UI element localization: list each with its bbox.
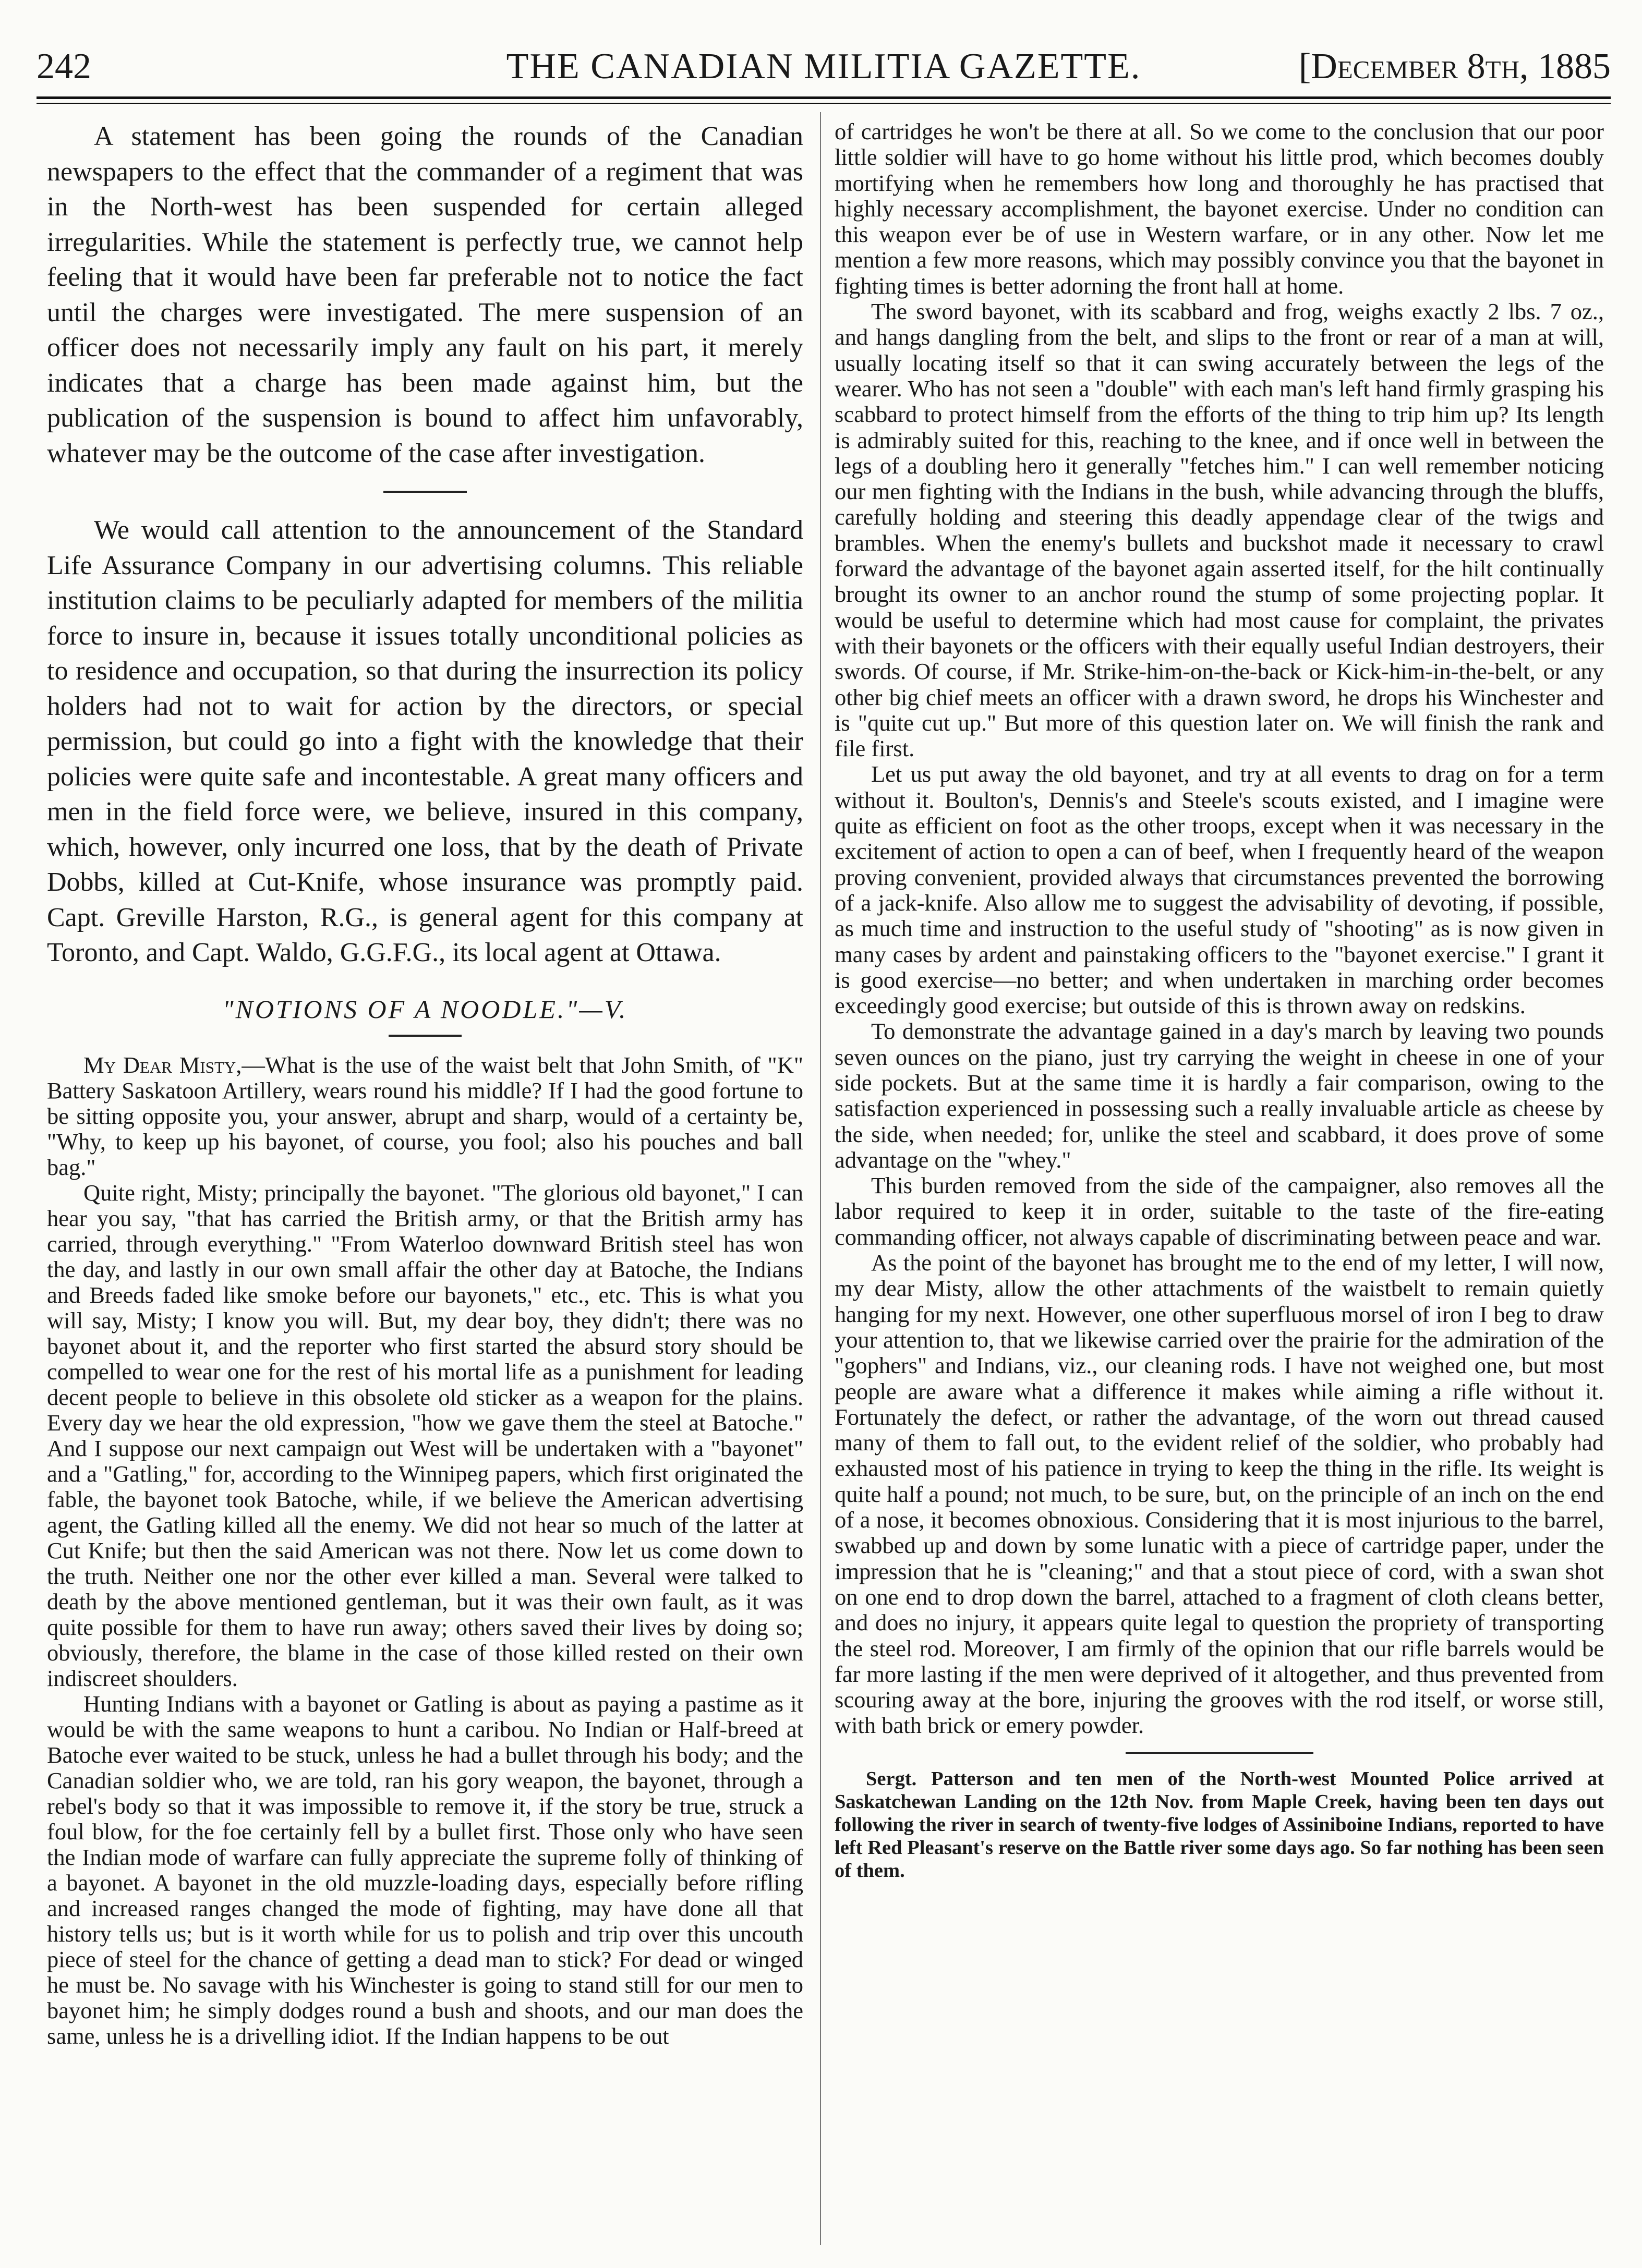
issue-date: [December 8th, 1885 xyxy=(1298,46,1611,87)
police-news-note xyxy=(835,1767,1604,1882)
letter-paragraph: Hunting Indians with a bayonet or Gatling is about as paying a pastime as it would be with the same weapons to hunt a caribou. No Indian or Half-breed at Batoche ever waited to be stuck, unless he had a bullet through his body; and the Canadian soldier who, we are told, ran his gory weapon, the bayonet, through a rebel's body so that it was impossible to remove it, if the story be true, struck a foul blow, for the foe certainly fell by a bullet first. Those only who have seen the Indian mode of warfare can fully appreciate the supreme folly of thinking of a bayonet. A bayonet in the old muzzle-loading days, especially before rifling and increased ranges changed the mode of fighting, may have done all that history tells us; but is it worth while for us to polish and trip over this uncouth piece of steel for the chance of getting a dead man to stick? For dead or winged he must be. No savage with his Winchester is going to stand still for our men to bayonet him; he simply dodges round a bush and shoots, and our man does the same, unless he is a drivelling idiot. If the Indian happens to be out xyxy=(47,1690,803,2049)
header-rule-thin xyxy=(37,103,1611,104)
letter-paragraph: of cartridges he won't be there at all. So we come to the conclusion that our poor little soldier will have to go home without his little prod, which becomes doubly mortifying when he remembers how long and thoroughly he has practised that highly necessary accomplishment, the bayonet exercise. Under no condition can this weapon ever be of use in Western warfare, or in any other. Now let me mention a few more reasons, which may possibly convince you that the bayonet in fighting times is better adorning the front hall at home. xyxy=(835,118,1604,299)
page-header xyxy=(37,37,1611,99)
letter-opening: —What is the use of the waist belt that John Smith, of "K" Battery Saskatoon Artillery, wears round his middle? If I had the good fortune to be sitting opposite you, your answer, abrupt and sharp, would of a certainty be, "Why, to keep up his bayonet, of course, you fool; also his pouches and ball bag." xyxy=(47,1051,804,1180)
page-number: 242 xyxy=(37,46,91,87)
letter-paragraph: To demonstrate the advantage gained in a day's march by leaving two pounds seven ounces on the piano, just try carrying the weight in cheese in one of your side pockets. But at the same time it is hardly a fair comparison, owing to the satisfaction experienced in possessing such a really invaluable article as cheese by the side, when needed; for, unlike the steel and scabbard, it does prove of some advantage on the "whey." xyxy=(835,1018,1604,1173)
publication-title: THE CANADIAN MILITIA GAZETTE. xyxy=(506,46,1141,87)
article-heading: "NOTIONS OF A NOODLE."—V. xyxy=(222,994,628,1024)
editorial-standard-life: We would call attention to the announcement of the Standard Life Assurance Company in our advertising columns. This reliable institution claims to be peculiarly adapted for members of the militia force to insure in, because it issues totally unconditional policies as to residence and occupation, so that during the insurrection its policy holders had not to wait for action by the directors, or special permission, but could go into a fight with the knowledge that their policies were quite safe and incontestable. A great many officers and men in the field force were, we believe, insured in this company, which, however, only incurred one loss, that by the death of Private Dobbs, killed at Cut-Knife, whose insurance was promptly paid. Capt. Greville Harston, R.G., is general agent for this company at Toronto, and Capt. Waldo, G.G.F.G., its local agent at Ottawa. xyxy=(47,515,803,967)
letter-paragraph: Quite right, Misty; principally the bayonet. "The glorious old bayonet," I can hear you say, "that has carried the British army, or that the British army has carried, through everything." "From Waterloo downward British steel has won the day, and lastly in our own small affair the other day at Batoche, the Indians and Breeds faded like smoke before our bayonets," etc., etc. This is what you will say, Misty; I know you will. But, my dear boy, they didn't; there was no bayonet about it, and the reporter who first started the absurd story should be compelled to wear one for the rest of his mortal life as a punishment for leading decent people to believe in this obsolete old sticker as a weapon for the plains. Every day we hear the old expression, "how we gave them the steel at Batoche." And I suppose our next campaign out West will be undertaken with a "bayonet" and a "Gatling," for, according to the Winnipeg papers, which first originated the fable, the bayonet took Batoche, while, if we believe the American advertising agent, the Gatling killed all the enemy. We did not hear so much of the latter at Cut Knife; but then the said American was not there. Now let us come down to the truth. Neither one nor the other ever killed a man. Several were talked to death by the above mentioned gentleman, but it was their own fault, as it was quite possible for them to have run away; others saved their lives by doing so; obviously, therefore, the blame in the case of those killed rested on their own indiscreet shoulders. xyxy=(47,1179,803,1691)
note-paragraph: Sergt. Patterson and ten men of the North-west Mounted Police arrived at Saskatchewan Landing on the 12th Nov. from Maple Creek, having been ten days out following the river in search of twenty-five lodges of Assiniboine Indians, reported to have left Red Pleasant's reserve on the Battle river some days ago. So far nothing has been seen of them. xyxy=(835,1767,1604,1882)
header-rule-thick xyxy=(37,96,1611,99)
salutation: My Dear Misty, xyxy=(83,1051,242,1078)
letter-paragraph: This burden removed from the side of the campaigner, also removes all the labor required to keep it in order, suitable to the taste of the fire-eating commanding officer, not always capable of discriminating between peace and war. xyxy=(835,1172,1604,1250)
editorial-notes xyxy=(47,119,803,971)
letter-body xyxy=(47,1052,803,2049)
note-separator xyxy=(1126,1752,1313,1754)
heading-separator xyxy=(389,1035,462,1037)
section-separator xyxy=(383,491,467,493)
editorial-suspension: A statement has been going the rounds of the Canadian newspapers to the effect that the commander of a regiment that was in the North-west has been suspended for certain alleged irregularities. While the statement is perfectly true, we cannot help feeling that it would have been far preferable not to notice the fact until the charges were investigated. The mere suspension of an officer does not necessarily imply any fault on his part, it merely indicates that a charge has been made against him, but the publication of the suspension is bound to affect him unfavorably, whatever may be the outcome of the case after investigation. xyxy=(47,122,803,468)
letter-paragraph: Let us put away the old bayonet, and try at all events to drag on for a term without it. Boulton's, Dennis's and Steele's scouts existed, and I imagine were quite as efficient on foot as the other troops, except when it was necessary in the excitement of action to open a can of beef, when I frequently heard of the weapon proving convenient, provided always that circumstances prevented the borrowing of a jack-knife. Also allow me to suggest the advisability of devoting, if possible, as much time and instruction to the useful study of "shooting" as is now given in many cases by ardent and painstaking officers to the "bayonet exercise." I grant it is good exercise—no better; and when undertaken in marching order becomes exceedingly good exercise; but outside of this is thrown away on redskins. xyxy=(835,761,1604,1019)
letter-paragraph: As the point of the bayonet has brought me to the end of my letter, I will now, my dear Misty, allow the other attachments of the waistbelt to remain quietly hanging for my next. However, one other superfluous morsel of iron I beg to draw your attention to, that we likewise carried over the prairie for the admiration of the "gophers" and Indians, viz., our cleaning rods. I have not weighed one, but most people are aware what a difference it makes while aiming a rifle without it. Fortunately the defect, or rather the advantage, of the worn out thread caused many of them to fall out, to the evident relief of the soldier, who probably had exhausted most of his patience in trying to keep the thing in the rifle. Its weight is quite half a pound; not much, to be sure, but, on the principle of an inch on the end of a nose, it becomes obnoxious. Considering that it is most injurious to the barrel, swabbed up and down by some lunatic with a piece of cartridge paper, under the impression that he is "cleaning;" and that a stout piece of cord, with a swan shot on one end to drop down the barrel, attached to a fragment of cloth cleans better, and does no injury, it appears quite legal to question the propriety of transporting the steel rod. Moreover, I am firmly of the opinion that our rifle barrels would be far more lasting if the men were deprived of it altogether, and thus prevented from scouring away at the bore, injuring the grooves with the rod itself, or worse still, with bath brick or emery powder. xyxy=(835,1250,1604,1739)
right-column xyxy=(835,119,1604,1882)
column-divider xyxy=(820,112,821,2245)
letter-paragraph: The sword bayonet, with its scabbard and frog, weighs exactly 2 lbs. 7 oz., and hangs dangling from the belt, and slips to the front or rear of a man at will, usually locating itself so that it can swing accurately between the legs of the wearer. Who has not seen a "double" with each man's left hand firmly grasping his scabbard to protect himself from the efforts of the thing to trip him up? Its length is admirably suited for this, reaching to the knee, and if once well in between the legs of a doubling hero it generally "fetches him." I can well remember noticing our men fighting with the Indians in the bush, while advancing through the bluffs, carefully holding and steering this deadly appendage clear of the twigs and brambles. When the enemy's bullets and buckshot made it necessary to crawl forward the advantage of the bayonet again asserted itself, for the hilt continually brought its owner to an anchor round the stump of some projecting poplar. It would be useful to determine which had most cause for complaint, the privates with their bayonets or the officers with their equally useful Indian destroyers, their swords. Of course, if Mr. Strike-him-on-the-back or Kick-him-in-the-belt, or any other big chief meets an officer with a drawn sword, he drops his Winchester and is "quite cut up." But more of this question later on. We will finish the rank and file first. xyxy=(835,298,1604,762)
left-column xyxy=(47,119,803,2049)
letter-paragraph xyxy=(47,1052,803,1180)
